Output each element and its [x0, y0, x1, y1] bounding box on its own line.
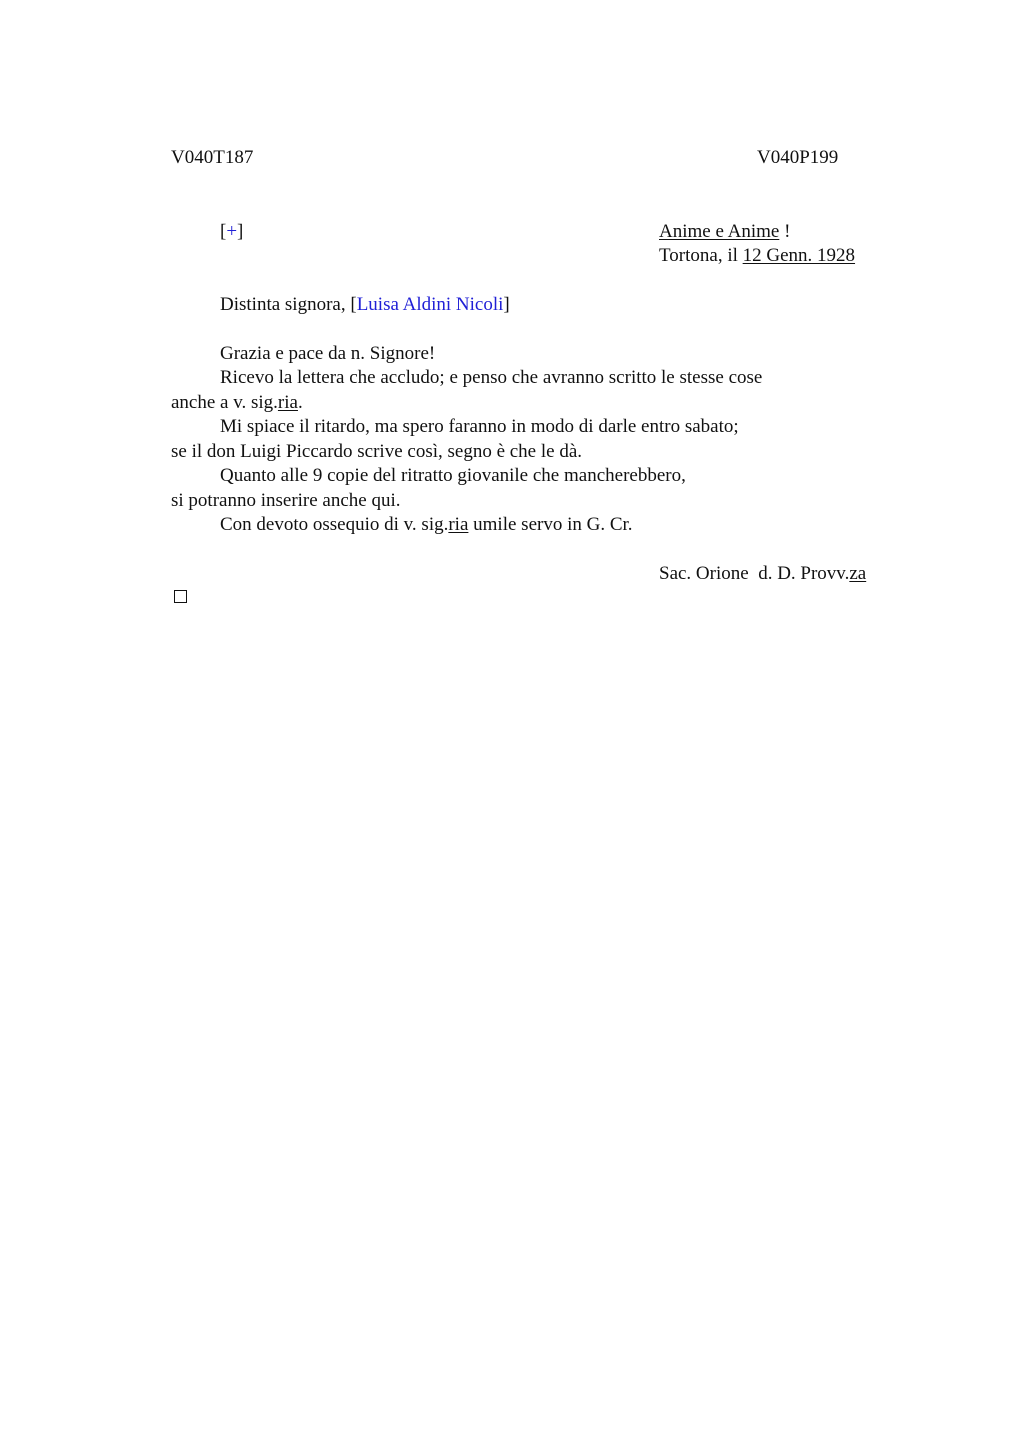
signature-abbrev: za	[849, 563, 867, 584]
bracket-open: [	[220, 221, 227, 242]
body-line-4: Mi spiace il ritardo, ma spero faranno in modo di darle entro sabato;	[220, 416, 739, 437]
body-line-8	[220, 513, 633, 538]
body-line-3-end: .	[297, 392, 303, 413]
closing-text: Con devoto ossequio di v. sig.	[220, 514, 449, 535]
body-line-2: Ricevo la lettera che accludo; e penso che avranno scritto le stesse cose	[220, 367, 763, 388]
body-line-6: Quanto alle 9 copie del ritratto giovanile che mancherebbero,	[220, 465, 686, 486]
salutation	[220, 293, 510, 318]
body-line-7: si potranno inserire anche qui.	[171, 490, 401, 511]
body-line-3-text: anche a v. sig.	[171, 392, 278, 413]
signature	[659, 562, 866, 587]
plus-link[interactable]: +	[226, 221, 238, 242]
abbrev-ria: ria	[277, 392, 298, 413]
motto	[659, 220, 790, 245]
salutation-suffix: ]	[503, 294, 510, 315]
square-box-icon	[174, 590, 187, 603]
date-text: 12 Genn. 1928	[742, 245, 856, 266]
salutation-prefix: Distinta signora, [	[220, 294, 357, 315]
motto-exclamation: !	[779, 221, 791, 242]
bracket-close: ]	[237, 221, 244, 242]
document-code-right: V040P199	[757, 147, 839, 168]
body-line-3	[171, 391, 303, 416]
abbrev-ria-closing: ria	[448, 514, 469, 535]
signature-text: Sac. Orione d. D. Provv.	[659, 563, 850, 584]
recipient-name-link[interactable]: Luisa Aldini Nicoli	[356, 294, 504, 315]
body-line-5: se il don Luigi Piccardo scrive così, segno è che le dà.	[171, 441, 583, 462]
place-prefix: Tortona, il	[659, 245, 743, 266]
body-line-1: Grazia e pace da n. Signore!	[220, 343, 436, 364]
place-date	[659, 244, 855, 269]
motto-text: Anime e Anime	[659, 221, 780, 242]
document-code-left: V040T187	[171, 147, 254, 168]
closing-end: umile servo in G. Cr.	[468, 514, 633, 535]
cross-marker	[220, 220, 243, 245]
